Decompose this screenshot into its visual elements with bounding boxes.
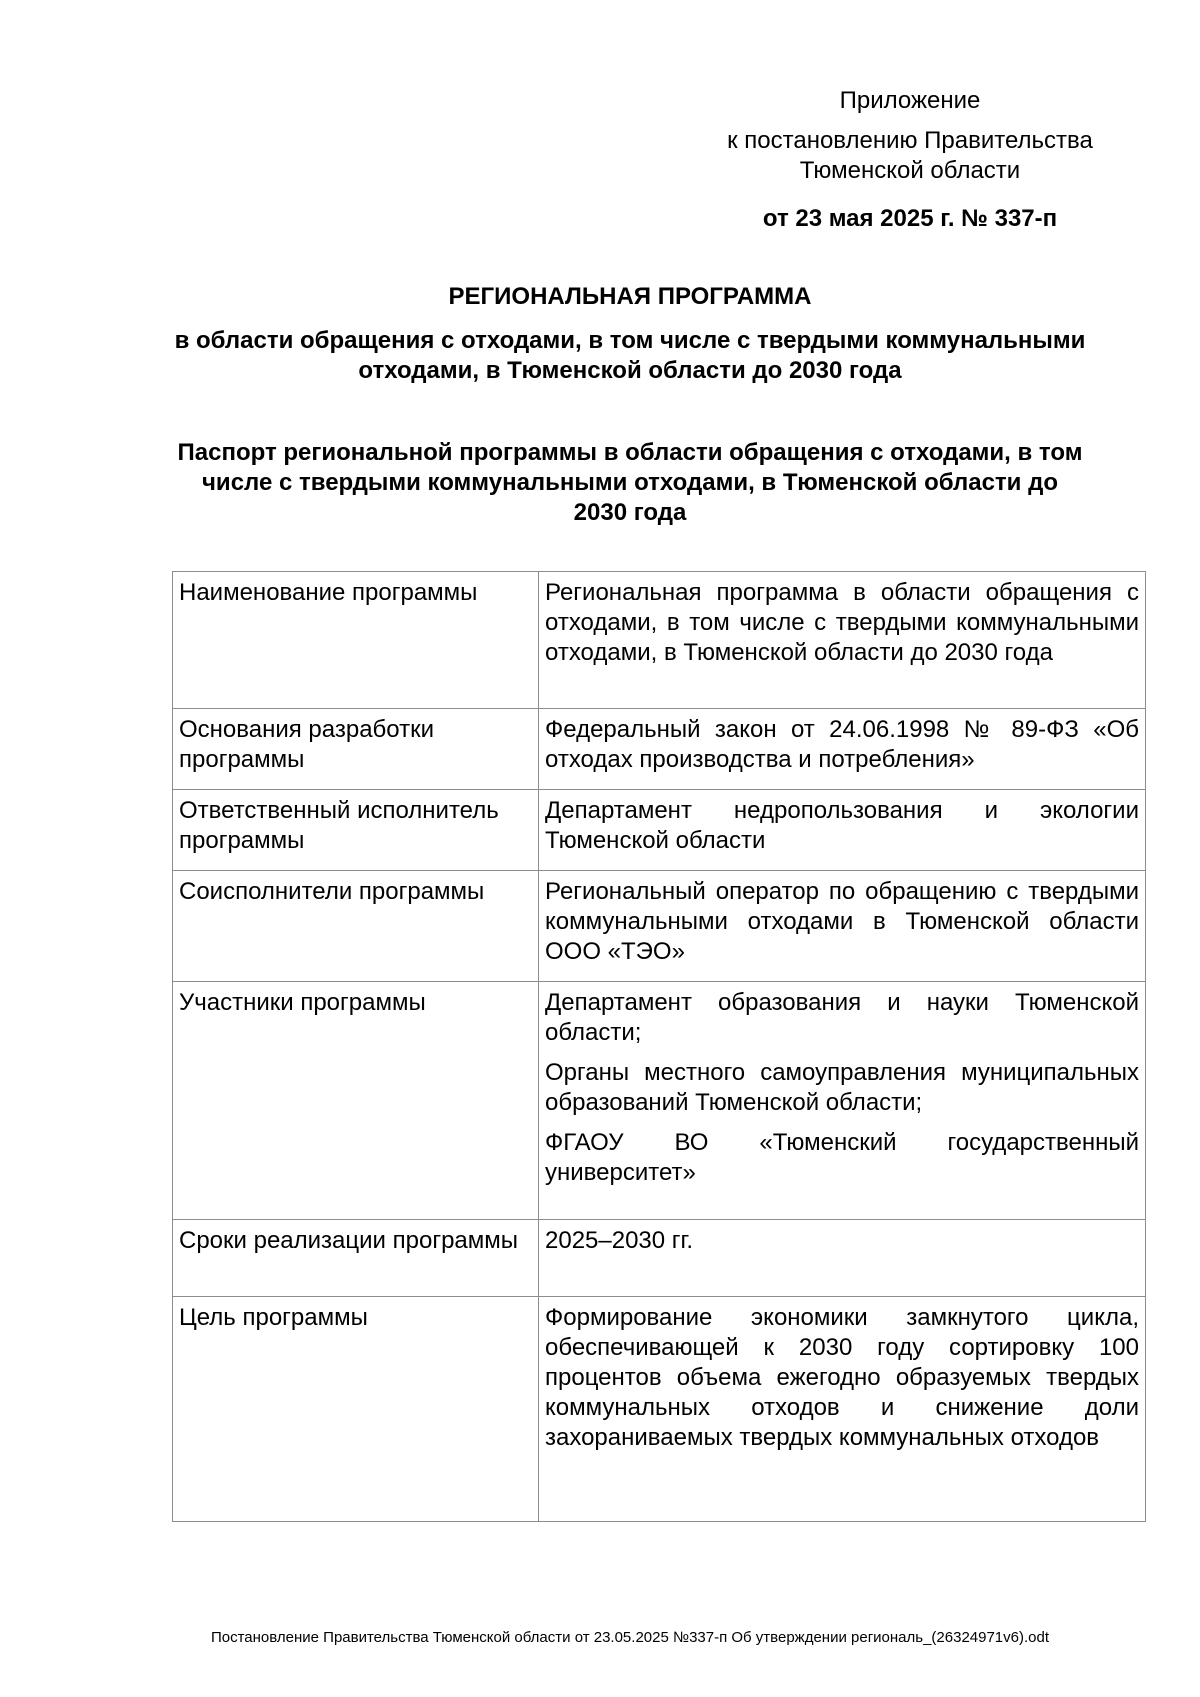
row-value-paragraph: ФГАОУ ВО «Тюменский государственный университет» [545,1129,1139,1186]
row-value-paragraph: Органы местного самоуправления муниципальных образований Тюменской области; [545,1059,1139,1116]
row-label-cell [173,572,539,709]
row-label: Сроки реализации программы [179,1227,519,1254]
table-row [173,790,1146,871]
row-value-cell [539,1220,1146,1297]
row-value-paragraph: Формирование экономики замкнутого цикла, обеспечивающей к 2030 году сортировку 100 процентов объема ежегодно образуемых твердых коммунальных отходов и снижение доли захораниваемых твердых коммунальных отходов [545,1304,1139,1451]
appendix-decree-reference: к постановлению Правительства Тюменской области [727,127,1093,184]
row-value-cell [539,709,1146,790]
table-row [173,709,1146,790]
row-label-cell [173,709,539,790]
row-label-cell [173,790,539,871]
row-value-paragraph: Федеральный закон от 24.06.1998 № 89-ФЗ «Об отходах производства и потребления» [545,716,1139,773]
row-label-cell [173,871,539,982]
row-value-paragraph: 2025–2030 гг. [545,1227,694,1254]
row-value-paragraph: Региональный оператор по обращению с твердыми коммунальными отходами в Тюменской области ООО «ТЭО» [545,878,1139,965]
row-value-cell [539,572,1146,709]
row-label-cell [173,1297,539,1522]
row-value-cell [539,871,1146,982]
row-value-cell [539,790,1146,871]
table-row [173,1297,1146,1522]
row-value-paragraph: Департамент недропользования и экологии Тюменской области [545,797,1139,854]
appendix-decree-date-number: от 23 мая 2025 г. № 337-п [762,205,1058,232]
table-row [173,572,1146,709]
row-value-cell [539,982,1146,1220]
table-row [173,982,1146,1220]
row-value-cell [539,1297,1146,1522]
passport-table [172,571,1146,1522]
row-value-paragraph: Региональная программа в области обращения с отходами, в том числе с твердыми коммунальными отходами, в Тюменской области до 2030 года [545,579,1139,666]
page-footer: Постановление Правительства Тюменской области от 23.05.2025 №337-п Об утверждении региональ_(26324971v6).odt [210,1629,1050,1646]
program-subtitle: в области обращения с отходами, в том числе с твердыми коммунальными отходами, в Тюменской области до 2030 года [174,327,1086,384]
row-label: Ответственный исполнитель программы [179,797,499,854]
row-label: Соисполнители программы [179,878,485,905]
table-row [173,1220,1146,1297]
table-row [173,871,1146,982]
row-label: Основания разработки программы [179,716,435,773]
row-label-cell [173,982,539,1220]
program-title: РЕГИОНАЛЬНАЯ ПРОГРАММА [448,283,812,310]
row-label: Участники программы [179,989,426,1016]
appendix-label: Приложение [839,87,981,114]
row-label: Наименование программы [179,579,478,606]
row-value-paragraph: Департамент образования и науки Тюменской области; [545,989,1139,1046]
row-label: Цель программы [179,1304,368,1331]
passport-table-body [173,572,1146,1522]
passport-title: Паспорт региональной программы в области обращения с отходами, в том числе с твердыми коммунальными отходами, в Тюменской области до 2030 года [177,439,1083,526]
row-label-cell [173,1220,539,1297]
